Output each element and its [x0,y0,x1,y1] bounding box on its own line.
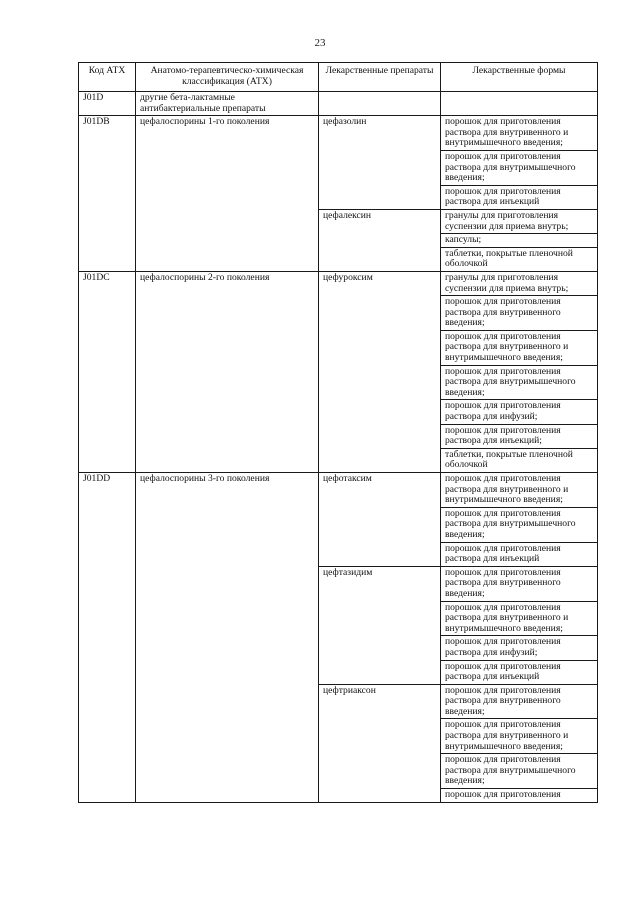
atc-group-name-cell: другие бета-лактамные антибактериальные препараты [136,92,319,116]
atc-group-name-cell: цефалоспорины 3-го поколения [136,473,319,803]
dosage-form-cell: порошок для приготовления раствора для внутримышечного введения; [441,507,598,542]
header-drugs: Лекарственные препараты [319,63,441,92]
dosage-form-cell: порошок для приготовления раствора для внутримышечного введения; [441,150,598,185]
page-number: 23 [314,37,326,49]
dosage-form-cell: таблетки, покрытые пленочной оболочкой [441,247,598,271]
atc-code-cell: J01DC [79,271,136,472]
dosage-form-cell: порошок для приготовления раствора для внутримышечного введения; [441,754,598,789]
dosage-form-cell: порошок для приготовления раствора для инфузий; [441,636,598,660]
dosage-form-cell: порошок для приготовления раствора для внутривенного и внутримышечного введения; [441,719,598,754]
dosage-form-cell: порошок для приготовления раствора для внутривенного и внутримышечного введения; [441,116,598,151]
dosage-form-cell: таблетки, покрытые пленочной оболочкой [441,448,598,472]
dosage-form-cell: порошок для приготовления раствора для внутривенного введения; [441,296,598,331]
atc-code-cell: J01DD [79,473,136,803]
dosage-form-cell: капсулы; [441,234,598,248]
drug-name-cell: цефтриаксон [319,684,441,802]
dosage-form-cell: порошок для приготовления раствора для внутривенного и внутримышечного введения; [441,473,598,508]
header-forms: Лекарственные формы [441,63,598,92]
dosage-form-cell: порошок для приготовления раствора для инъекций [441,542,598,566]
atc-code-cell: J01D [79,92,136,116]
dosage-form-cell: гранулы для приготовления суспензии для приема внутрь; [441,271,598,295]
table-body [79,92,598,803]
dosage-form-cell [441,92,598,116]
atc-table [78,62,598,803]
table-row [79,116,598,151]
dosage-form-cell: порошок для приготовления раствора для инъекций; [441,424,598,448]
dosage-form-cell: порошок для приготовления раствора для инъекций [441,185,598,209]
dosage-form-cell: порошок для приготовления раствора для инфузий; [441,400,598,424]
dosage-form-cell: порошок для приготовления раствора для внутривенного введения; [441,684,598,719]
drug-name-cell: цефазолин [319,116,441,210]
drug-name-cell: цефотаксим [319,473,441,567]
atc-group-name-cell: цефалоспорины 2-го поколения [136,271,319,472]
drug-name-cell: цефалексин [319,209,441,271]
table-row [79,473,598,508]
dosage-form-cell: порошок для приготовления раствора для внутривенного и внутримышечного введения; [441,330,598,365]
dosage-form-cell: порошок для приготовления раствора для внутривенного и внутримышечного введения; [441,601,598,636]
dosage-form-cell: порошок для приготовления раствора для внутривенного введения; [441,566,598,601]
drug-name-cell: цефуроксим [319,271,441,472]
header-classification: Анатомо-терапевтическо-химическая классификация (АТХ) [136,63,319,92]
atc-code-cell: J01DB [79,116,136,272]
table-header-row [79,63,598,92]
dosage-form-cell: порошок для приготовления раствора для внутримышечного введения; [441,365,598,400]
atc-group-name-cell: цефалоспорины 1-го поколения [136,116,319,272]
header-code: Код АТХ [79,63,136,92]
dosage-form-cell: гранулы для приготовления суспензии для приема внутрь; [441,209,598,233]
dosage-form-cell: порошок для приготовления раствора для инъекций [441,660,598,684]
dosage-form-cell: порошок для приготовления [441,789,598,803]
drug-name-cell [319,92,441,116]
table-row [79,271,598,295]
table-row [79,92,598,116]
drug-name-cell: цефтазидим [319,566,441,684]
